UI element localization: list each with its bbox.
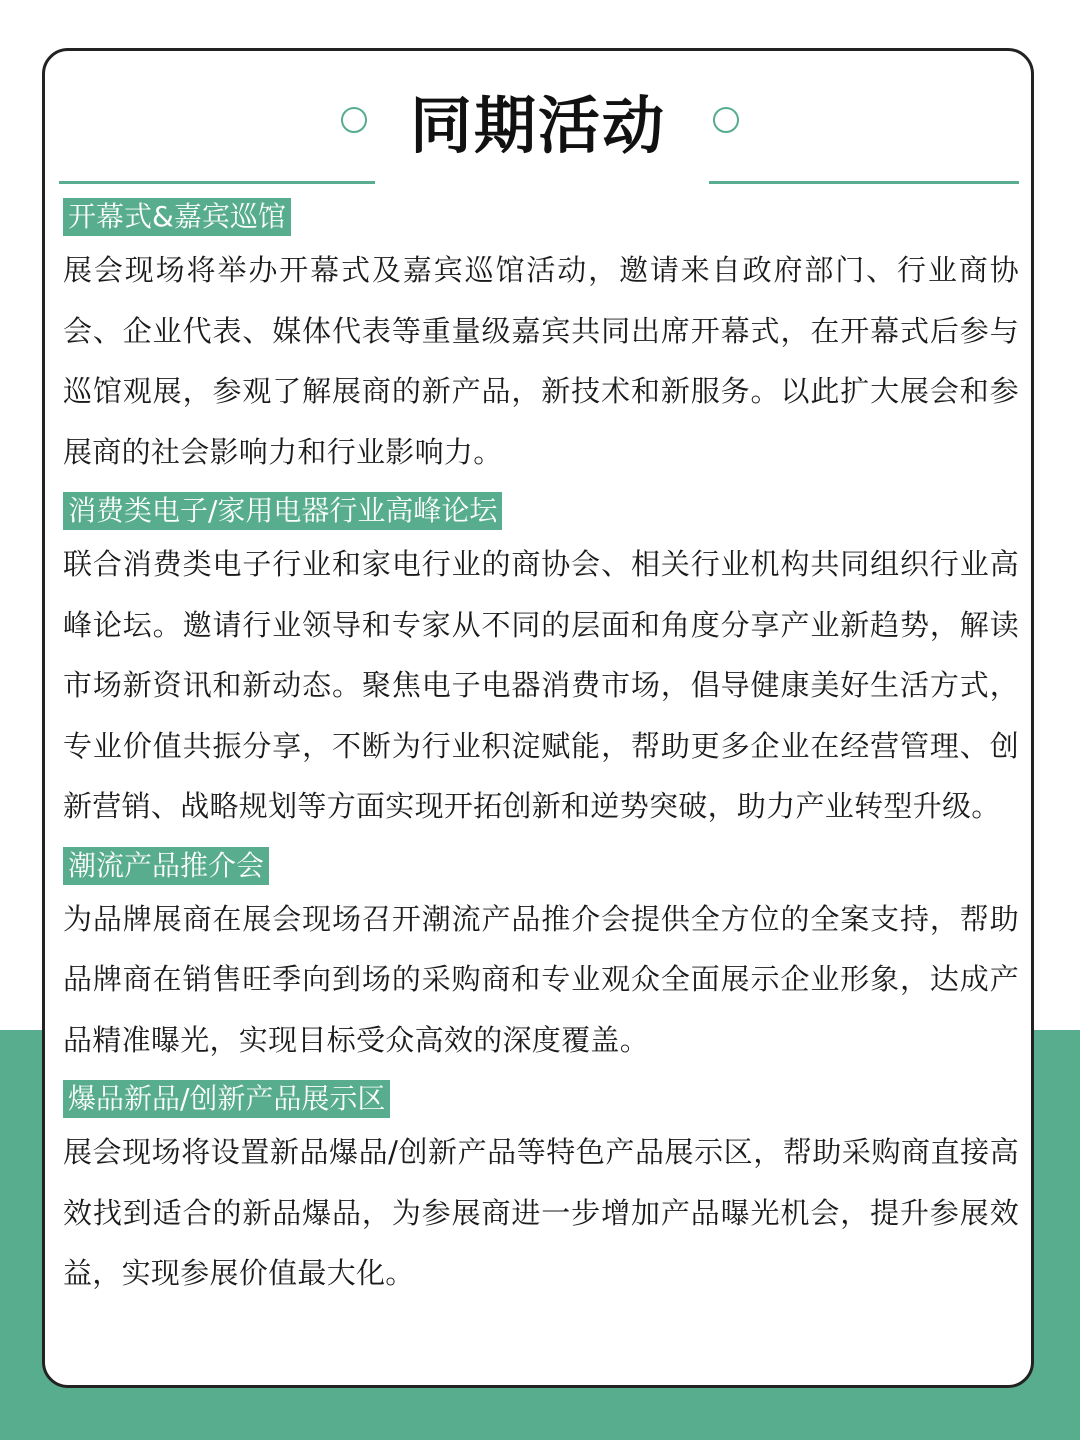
sections-list [63,198,1019,1314]
section-heading: 爆品新品/创新产品展示区 [63,1080,390,1118]
circle-right-icon [713,107,739,133]
content-card [42,48,1034,1388]
divider-left [59,181,375,184]
section-body: 为品牌展商在展会现场召开潮流产品推介会提供全方位的全案支持，帮助品牌商在销售旺季向到场的采购商和专业观众全面展示企业形象，达成产品精准曝光，实现目标受众高效的深度覆盖。 [63,901,1019,1057]
section-opening-ceremony [63,198,1019,482]
section-body: 联合消费类电子行业和家电行业的商协会、相关行业机构共同组织行业高峰论坛。邀请行业领导和专家从不同的层面和角度分享产业新趋势，解读市场新资讯和新动态。聚焦电子电器消费市场，倡导健康美好生活方式，专业价值共振分享，不断为行业积淀赋能，帮助更多企业在经营管理、创新营销、战略规划等方面实现开拓创新和逆势突破，助力产业转型升级。 [63,547,1019,823]
section-product-showcase [63,1080,1019,1304]
section-body: 展会现场将设置新品爆品/创新产品等特色产品展示区，帮助采购商直接高效找到适合的新品爆品，为参展商进一步增加产品曝光机会，提升参展效益，实现参展价值最大化。 [63,1135,1019,1290]
divider-right [709,181,1019,184]
section-product-launch [63,847,1019,1071]
section-heading: 开幕式&嘉宾巡馆 [63,198,291,236]
section-heading: 消费类电子/家用电器行业高峰论坛 [63,492,502,530]
section-industry-forum [63,492,1019,837]
section-body: 展会现场将举办开幕式及嘉宾巡馆活动，邀请来自政府部门、行业商协会、企业代表、媒体代表等重量级嘉宾共同出席开幕式，在开幕式后参与巡馆观展，参观了解展商的新产品，新技术和新服务。以此扩大展会和参展商的社会影响力和行业影响力。 [63,253,1019,469]
page-title: 同期活动 [409,89,666,162]
section-heading: 潮流产品推介会 [63,847,269,885]
title-row [45,91,1031,181]
